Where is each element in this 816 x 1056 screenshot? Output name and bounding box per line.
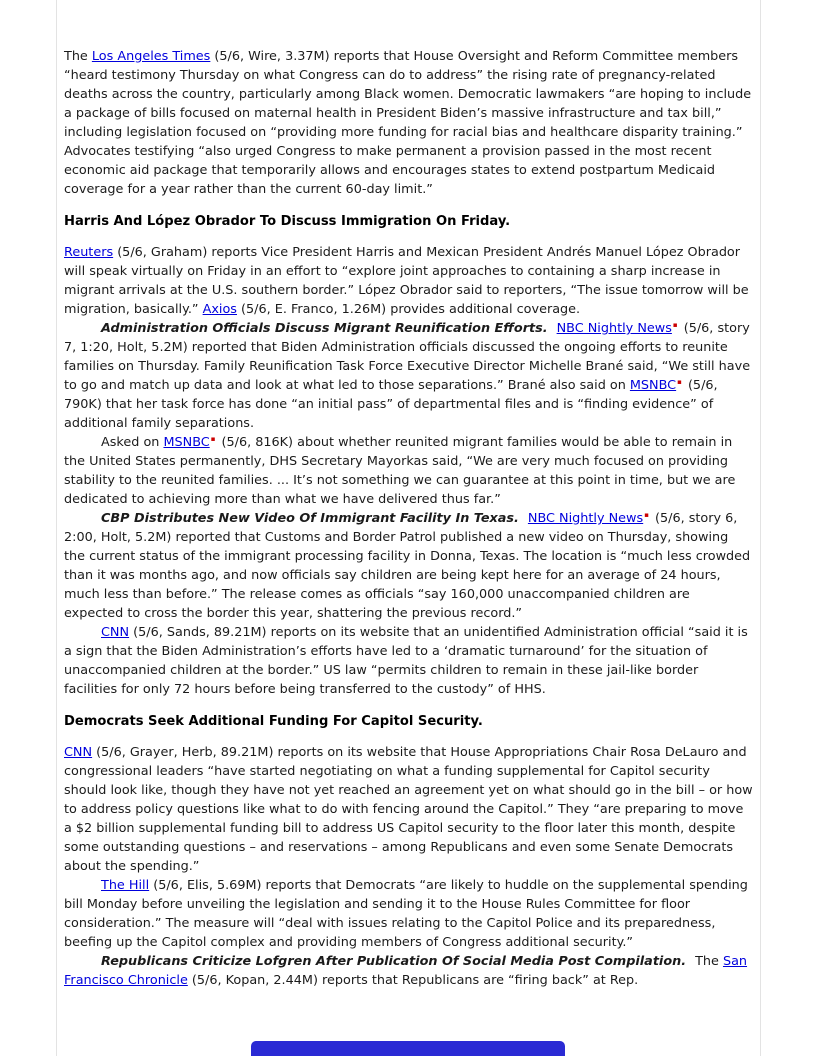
source-link-san-francisco-chronicle[interactable]: San Francisco Chronicle [64, 954, 748, 988]
source-link-axios[interactable]: Axios [202, 302, 237, 317]
body-text: (5/6, Elis, 5.69M) reports that Democrats “are likely to huddle on the supplemental spending bill Monday before unveiling the legislation and sending it to the House Rules Committee for floor consideration.” The measure will “deal with issues relating to the Capitol Police and its preparedness, beefing up the Capitol complex and providing members of Congress additional security.” [64, 878, 748, 950]
source-link-msnbc[interactable]: MSNBC [629, 378, 677, 393]
next-section-bar[interactable] [251, 1041, 565, 1056]
video-clip-icon: ▪ [644, 510, 649, 519]
paragraph-migrant-reunification [64, 319, 753, 433]
video-clip-icon: ▪ [677, 377, 682, 386]
body-text: (5/6, 816K) about whether reunited migrant families would be able to remain in the United States permanently, DHS Secretary Mayorkas said, “We are very much focused on providing stability to the reunited families. ... It’s not something we can guarantee at this point in time, but we are dedicated to achieving more than what we have delivered thus far.” [64, 435, 736, 507]
source-link-nbc-nightly-news[interactable]: NBC Nightly News [556, 321, 672, 336]
body-text: (5/6, Sands, 89.21M) reports on its website that an unidentified Administration official “said it is a sign that the Biden Administration’s efforts have led to a ‘dramatic turnaround’ for the situation of unaccompanied children at the border.” US law “permits children to remain in these jail-like border facilities for only 72 hours before being transferred to the custody” of HHS. [64, 625, 748, 697]
sub-story-lead: CBP Distributes New Video Of Immigrant Facility In Texas. [101, 511, 519, 526]
paragraph-mayorkas-msnbc [64, 433, 753, 509]
body-text: The [695, 954, 723, 969]
video-clip-icon: ▪ [672, 320, 678, 329]
article-body [56, 0, 761, 1056]
paragraph-cnn-turnaround [64, 623, 753, 699]
source-link-cnn[interactable]: CNN [101, 625, 130, 640]
paragraph-maternal-health [64, 47, 753, 199]
video-clip-icon: ▪ [210, 434, 216, 443]
source-link-msnbc[interactable]: MSNBC [163, 435, 210, 450]
source-link-cnn[interactable]: CNN [64, 745, 93, 760]
body-text: (5/6, story 7, 1:20, Holt, 5.2M) reported that Biden Administration officials discussed the ongoing efforts to reunite families on Thursday. Family Reunification Task Force Executive Director Michelle Brané said, “We still have to go and match up data and look at what led to those separations.” Brané also said on [64, 321, 751, 393]
source-link-the-hill[interactable]: The Hill [101, 878, 150, 893]
paragraph-cbp-video [64, 509, 753, 623]
paragraph-lofgren-criticism [64, 952, 753, 990]
source-link-los-angeles-times[interactable]: Los Angeles Times [91, 49, 211, 64]
body-text: The [64, 49, 92, 64]
story-heading-capitol-security: Democrats Seek Additional Funding For Capitol Security. [64, 714, 483, 729]
source-link-reuters[interactable]: Reuters [64, 245, 114, 260]
source-link-nbc-nightly-news[interactable]: NBC Nightly News [527, 511, 644, 526]
body-text: (5/6, Wire, 3.37M) reports that House Oversight and Reform Committee members “heard testimony Thursday on what Congress can do to address” the rising rate of pregnancy-related deaths across the country, particularly among Black women. Democratic lawmakers “are hoping to include a package of bills focused on maternal health in President Biden’s massive infrastructure and tax bill,” including legislation focused on “providing more funding for racial bias and healthcare disparity training.” Advocates testifying “also urged Congress to make permanent a provision passed in the most recent economic aid package that temporarily allows and encourages states to extend postpartum Medicaid coverage for a year rather than the current 60-day limit.” [64, 49, 752, 197]
body-text: (5/6, Kopan, 2.44M) reports that Republicans are “firing back” at Rep. [187, 973, 639, 988]
body-text: Asked on [101, 435, 164, 450]
paragraph-harris-lopez-obrador [64, 243, 753, 319]
body-text: (5/6, 790K) that her task force has done “an initial pass” of departmental files and is “finding evidence” of additional family separations. [64, 378, 718, 431]
body-text: (5/6, E. Franco, 1.26M) provides additional coverage. [236, 302, 581, 317]
body-text: (5/6, story 6, 2:00, Holt, 5.2M) reported that Customs and Border Patrol published a new video on Thursday, showing the current status of the immigrant processing facility in Donna, Texas. The location is “much less crowded than it was months ago, and now officials say children are being kept here for an average of 24 hours, much less than before.” The release comes as officials “say 160,000 unaccompanied children are expected to cross the border this year, shattering the previous record.” [64, 511, 751, 621]
body-text: (5/6, Grayer, Herb, 89.21M) reports on its website that House Appropriations Chair Rosa DeLauro and congressional leaders “have started negotiating on what a funding supplemental for Capitol security should look like, though they have not yet reached an agreement yet on what should go in the bill – or how to address policy questions like what to do with fencing around the Capitol.” They “are preparing to move a $2 billion supplemental funding bill to address US Capitol security to the floor later this month, despite some outstanding questions – and reservations – among Republicans and even some Senate Democrats about the spending.” [64, 745, 753, 874]
story-heading-harris-lopez-obrador: Harris And López Obrador To Discuss Immigration On Friday. [64, 214, 511, 229]
sub-story-lead: Republicans Criticize Lofgren After Publication Of Social Media Post Compilation. [101, 954, 687, 969]
paragraph-the-hill-supplemental [64, 876, 753, 952]
paragraph-capitol-funding [64, 743, 753, 876]
body-text: (5/6, Graham) reports Vice President Harris and Mexican President Andrés Manuel López Obrador will speak virtually on Friday in an effort to “explore joint approaches to containing a sharp increase in migrant arrivals at the U.S. southern border.” López Obrador said to reporters, “The issue tomorrow will be migration, basically.” [64, 245, 749, 317]
sub-story-lead: Administration Officials Discuss Migrant Reunification Efforts. [101, 321, 548, 336]
